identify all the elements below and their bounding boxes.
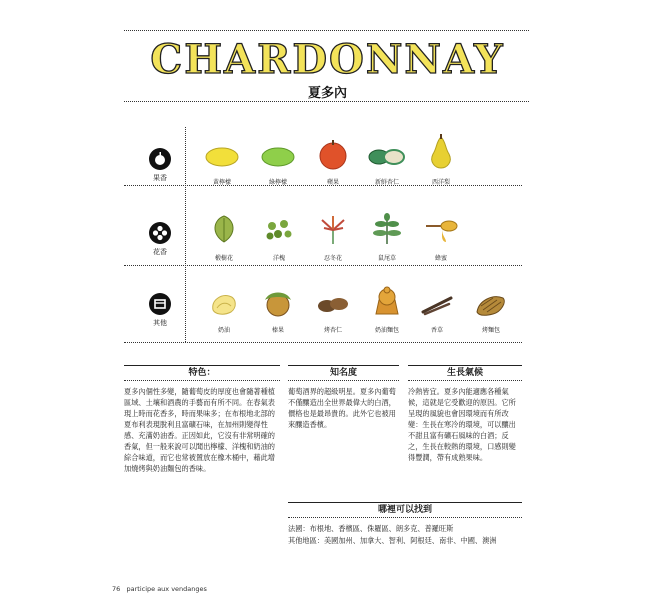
fame-heading: 知名度 xyxy=(288,365,399,381)
aroma-item-label: 奶油 xyxy=(217,327,230,334)
features-heading: 特色： xyxy=(124,365,280,381)
toast-icon xyxy=(473,290,509,318)
flower-icon xyxy=(149,222,171,244)
aroma-grid-divider xyxy=(185,127,186,342)
aroma-item-label: 忍冬花 xyxy=(323,255,342,262)
aroma-item-label: 西洋梨 xyxy=(431,179,450,186)
vanilla-icon xyxy=(419,290,455,318)
where-line-others: 其他地區：美國加州、加拿大、智利、阿根廷、南非、中國、澳洲 xyxy=(288,536,497,545)
aroma-item-honey xyxy=(413,212,469,262)
aroma-item-label: 奶油麵包 xyxy=(374,327,399,334)
aroma-item-acacia xyxy=(251,212,307,262)
features-text: 夏多內個性多變，隨葡萄皮的厚度也會隨著種植區域、土壤和酒農的手藝而有所不同。在春氣表現上時而花香多，時而果味多；在布根地北部的夏布利表現脫利且富礦石味，在加州則變得性感、充滿奶油香。正因如此，它沒有非常明確的香氣，但一般來說可以聞出檸檬、洋槐和奶油的綜合味道，而它也常被置放在橡木桶中，藉此增加燒烤與奶油麵包的香味。 xyxy=(124,387,275,473)
category-label: 果香 xyxy=(153,174,167,182)
aroma-item-label: 蜂蜜 xyxy=(434,255,447,262)
brioche-icon xyxy=(370,286,404,318)
honeysuckle-icon xyxy=(316,212,350,246)
aroma-item-apple xyxy=(305,138,361,186)
category-label: 花香 xyxy=(153,248,167,256)
hazelnut-icon xyxy=(261,286,295,318)
where-heading: 哪裡可以找到 xyxy=(288,502,522,518)
top-dotted-rule xyxy=(124,30,529,31)
aroma-item-label: 榛果 xyxy=(271,327,284,334)
climate-heading: 生長氣候 xyxy=(408,365,522,381)
aroma-item-brioche xyxy=(359,286,415,334)
aroma-item-hazelnut xyxy=(250,286,306,334)
apple-icon xyxy=(149,148,171,170)
aroma-item-honeysuckle xyxy=(305,212,361,262)
lemon-icon xyxy=(204,142,240,170)
honey-icon xyxy=(422,212,460,246)
apple-fruit-icon xyxy=(315,138,351,170)
category-fruit xyxy=(135,148,185,183)
page-footer xyxy=(112,585,207,593)
aroma-item-lemon xyxy=(194,142,250,186)
book-title: participe aux vendanges xyxy=(126,585,207,593)
where-line-france: 法國：布根地、香檳區、侏羅區、朗多克、普羅旺斯 xyxy=(288,524,454,533)
sage-icon xyxy=(370,212,404,246)
fame-text: 葡萄酒界的超級明星。夏多內葡萄不僅釀造出全世界最偉大的白酒，價格也是最昂貴的。此外它也被用來釀造香檳。 xyxy=(288,387,396,429)
lime-icon xyxy=(260,142,296,170)
aroma-item-linden xyxy=(196,212,252,262)
title-bottom-rule xyxy=(124,101,529,102)
page-title: CHARDONNAY xyxy=(150,36,505,83)
aroma-item-label: 黃檸檬 xyxy=(212,179,231,186)
aroma-item-vanilla xyxy=(409,290,465,334)
category-flower xyxy=(135,222,185,257)
aroma-item-label: 烤麵包 xyxy=(481,327,500,334)
aroma-item-label: 椴樹花 xyxy=(214,255,233,262)
aroma-item-roasted-almond xyxy=(305,290,361,334)
butter-icon xyxy=(207,290,241,318)
category-other xyxy=(135,293,185,328)
box-icon xyxy=(149,293,171,315)
aroma-item-label: 洋槐 xyxy=(272,255,285,262)
roasted-almond-icon xyxy=(315,290,351,318)
climate-text: 冷熱皆宜。夏多內能適應各種氣候，這就是它受歡迎的原因。它所呈現的風貌也會因環境而有所改變：生長在寒冷的環境，可以釀出不甜且富有礦石風味的白酒；反之，生長在較熱的環境，口感則變得豐潤，帶有成熟果味。 xyxy=(408,387,516,462)
aroma-row-separator xyxy=(124,265,522,266)
aroma-item-label: 烤杏仁 xyxy=(323,327,342,334)
pear-icon xyxy=(425,134,457,170)
aroma-item-lime xyxy=(250,142,306,186)
aroma-item-toast xyxy=(463,290,519,334)
fresh-almond-icon xyxy=(367,142,407,170)
acacia-icon xyxy=(262,212,296,246)
page-number: 76 xyxy=(112,585,121,593)
aroma-row-separator xyxy=(124,342,522,343)
aroma-item-label: 香草 xyxy=(430,327,443,334)
aroma-item-label: 蘋果 xyxy=(326,179,339,186)
aroma-item-label: 新鮮杏仁 xyxy=(374,179,399,186)
aroma-item-fresh-almond xyxy=(359,142,415,186)
aroma-item-label: 綠檸檬 xyxy=(268,179,287,186)
category-label: 其他 xyxy=(153,319,167,327)
aroma-item-pear xyxy=(413,134,469,186)
aroma-item-butter xyxy=(196,290,252,334)
aroma-item-sage xyxy=(359,212,415,262)
linden-flower-icon xyxy=(207,212,241,246)
page-subtitle: 夏多內 xyxy=(307,86,347,101)
aroma-item-label: 鼠尾草 xyxy=(377,255,396,262)
